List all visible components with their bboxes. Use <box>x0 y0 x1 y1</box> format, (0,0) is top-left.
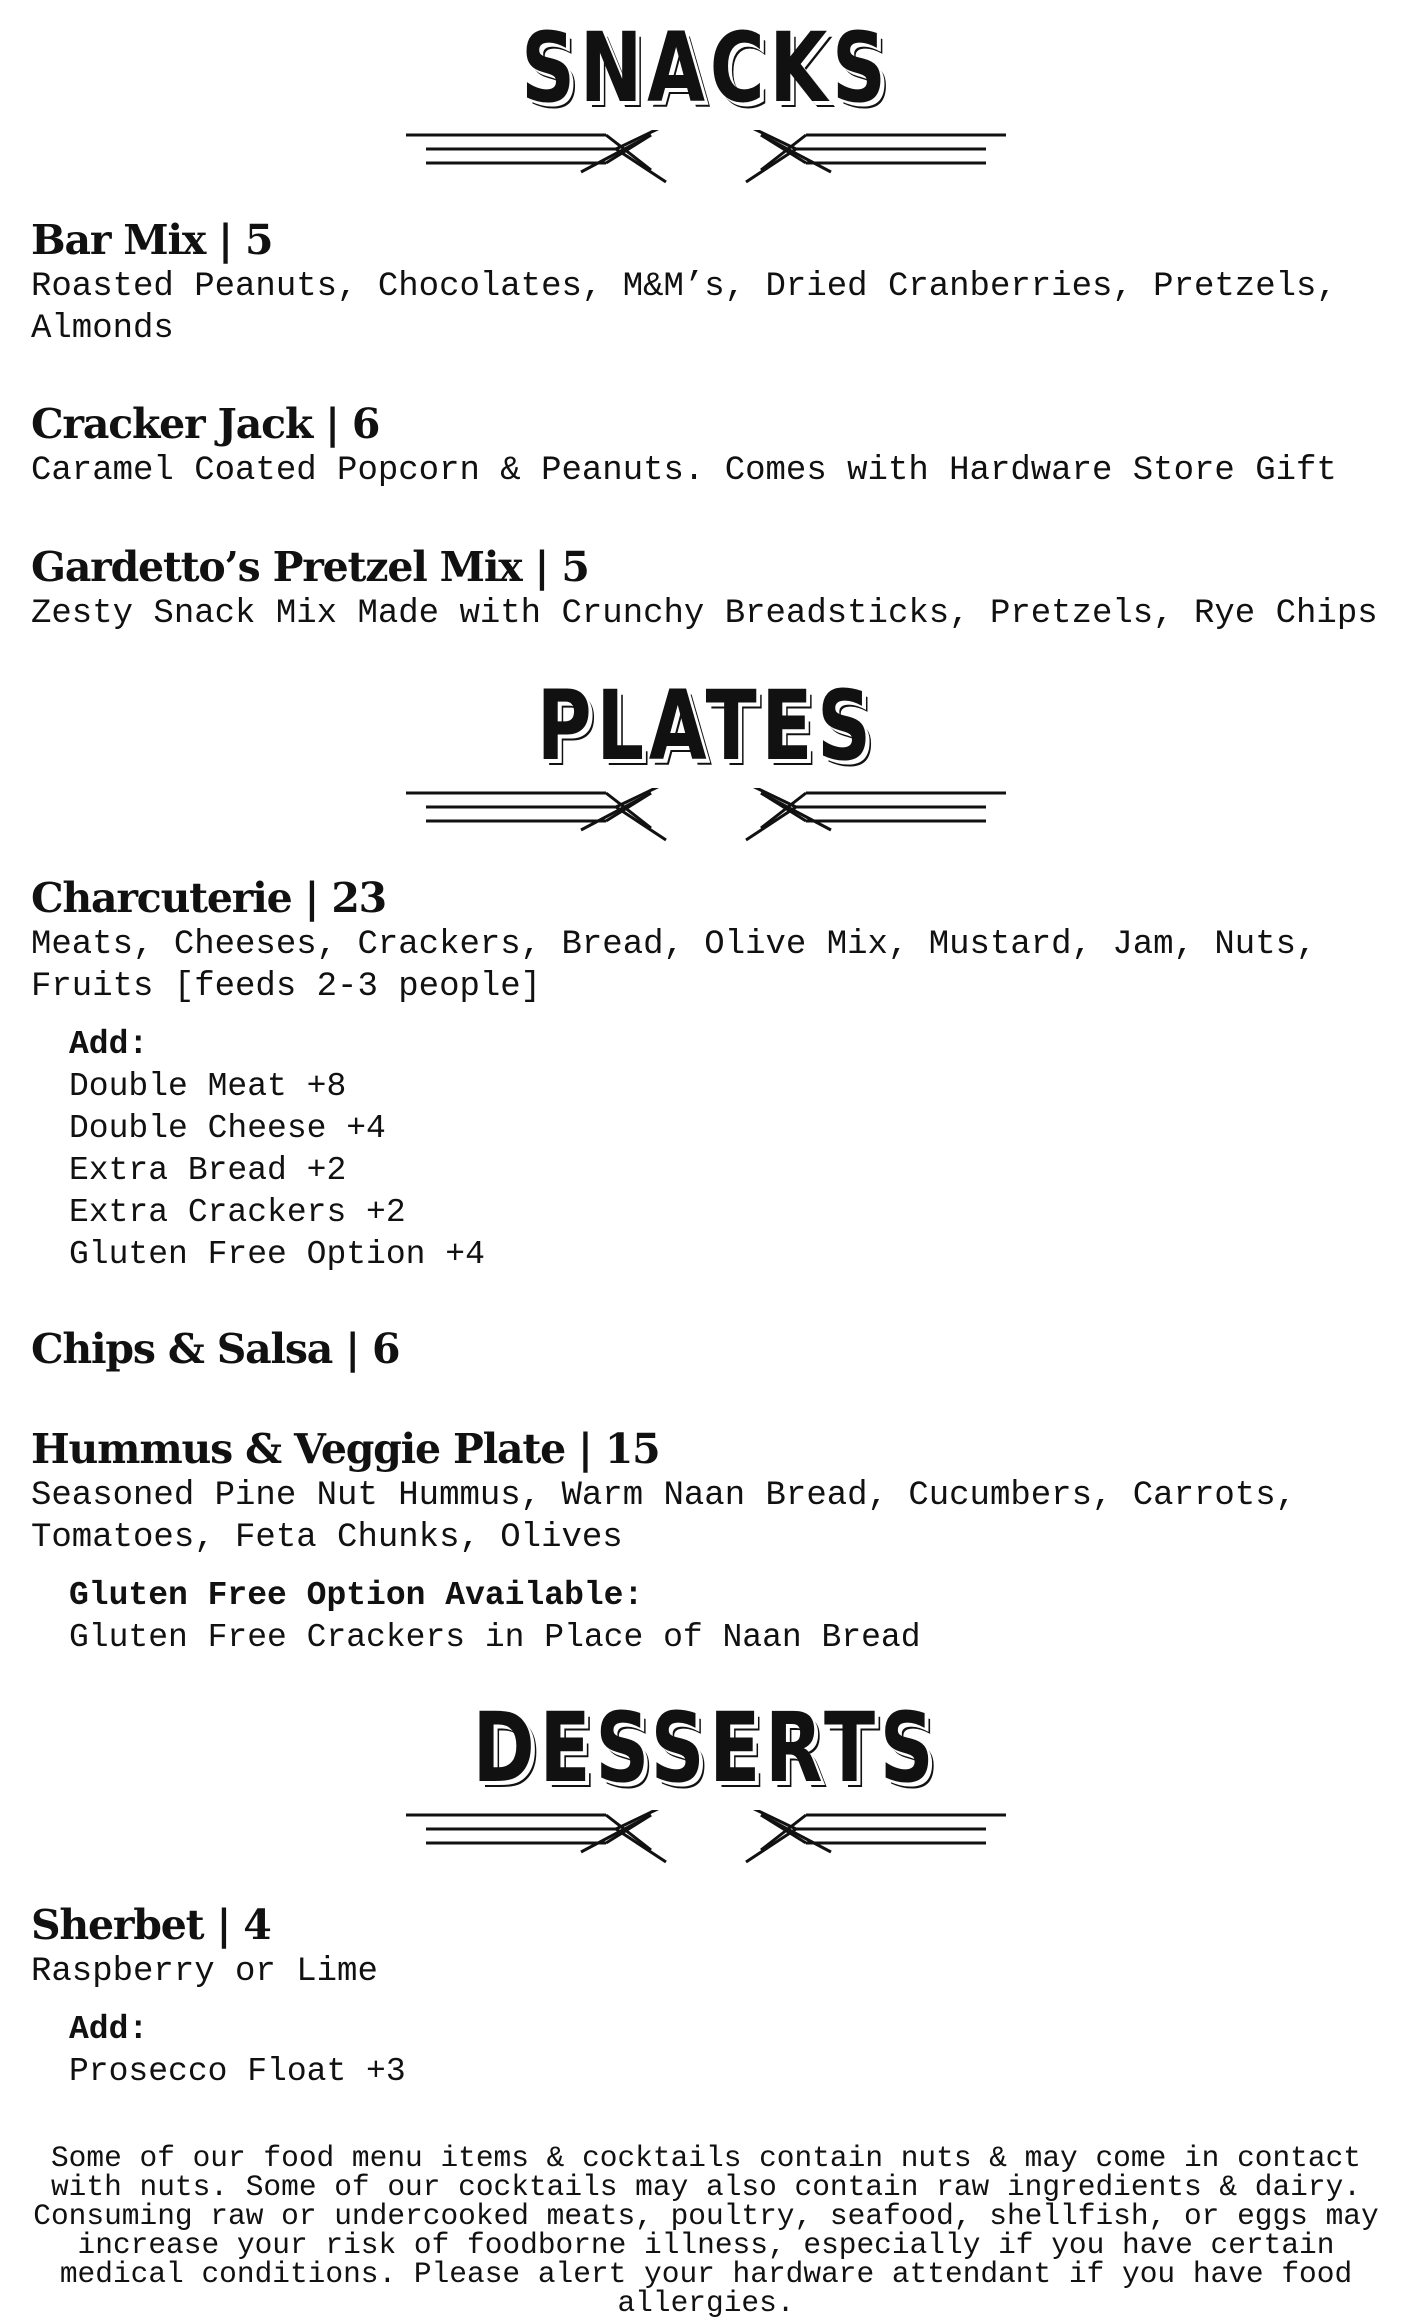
snacks-header <box>0 12 1412 190</box>
plates-title: PLATES <box>536 670 876 782</box>
addon-option: Extra Bread +2 <box>69 1152 347 1189</box>
desserts-title: DESSERTS <box>473 1692 939 1804</box>
addons-label: Add: <box>69 1026 149 1063</box>
menu-item-gardettos-pretzel-mix <box>31 541 1391 635</box>
addon-option: Gluten Free Crackers in Place of Naan Bread <box>69 1619 921 1656</box>
addon-option: Double Cheese +4 <box>69 1110 386 1147</box>
item-description: Meats, Cheeses, Crackers, Bread, Olive Mix, Mustard, Jam, Nuts, Fruits [feeds 2-3 people] <box>31 926 1337 1006</box>
addons-list <box>69 1575 1391 1659</box>
addons-list <box>69 2009 1391 2093</box>
item-title: Chips & Salsa | 6 <box>31 1325 400 1373</box>
menu-item-hummus-veggie-plate <box>31 1423 1391 1659</box>
allergy-disclaimer: Some of our food menu items & cocktails contain nuts & may come in contact with nuts. Some of our cocktails may also contain raw ingredients & dairy. Consuming raw or undercooked meats, poultry, seafood, shellfish, or eggs may increase your risk of foodborne illness, especially if you have certain medical conditions. Please alert your hardware attendant if you have food allergies. <box>33 2141 1379 2320</box>
menu-item-bar-mix <box>31 214 1391 350</box>
desserts-header <box>0 1692 1412 1870</box>
menu-item-sherbet <box>31 1899 1391 2093</box>
ornamental-divider <box>406 788 1006 848</box>
snacks-title: SNACKS <box>521 12 891 124</box>
item-title: Cracker Jack | 6 <box>31 400 380 448</box>
item-description: Seasoned Pine Nut Hummus, Warm Naan Bread, Cucumbers, Carrots, Tomatoes, Feta Chunks, Olives <box>31 1477 1317 1557</box>
addon-option: Double Meat +8 <box>69 1068 347 1105</box>
addons-label: Add: <box>69 2011 149 2048</box>
item-title: Bar Mix | 5 <box>31 216 273 264</box>
ornamental-divider <box>406 1810 1006 1870</box>
addons-label: Gluten Free Option Available: <box>69 1577 644 1614</box>
addon-option: Gluten Free Option +4 <box>69 1236 485 1273</box>
menu-item-charcuterie <box>31 872 1391 1276</box>
item-description: Zesty Snack Mix Made with Crunchy Breadsticks, Pretzels, Rye Chips <box>31 595 1378 633</box>
plates-header <box>0 670 1412 848</box>
item-description: Roasted Peanuts, Chocolates, M&M’s, Dried Cranberries, Pretzels, Almonds <box>31 268 1358 348</box>
menu-item-cracker-jack <box>31 398 1391 492</box>
item-description: Caramel Coated Popcorn & Peanuts. Comes with Hardware Store Gift <box>31 452 1337 490</box>
addons-list <box>69 1024 1391 1276</box>
ornamental-divider <box>406 130 1006 190</box>
item-title: Hummus & Veggie Plate | 15 <box>31 1425 660 1473</box>
item-description: Raspberry or Lime <box>31 1953 378 1991</box>
item-title: Sherbet | 4 <box>31 1901 271 1949</box>
item-title: Charcuterie | 23 <box>31 874 386 922</box>
addon-option: Extra Crackers +2 <box>69 1194 406 1231</box>
item-title: Gardetto’s Pretzel Mix | 5 <box>31 543 589 591</box>
menu-item-chips-salsa <box>31 1323 1391 1375</box>
addon-option: Prosecco Float +3 <box>69 2053 406 2090</box>
